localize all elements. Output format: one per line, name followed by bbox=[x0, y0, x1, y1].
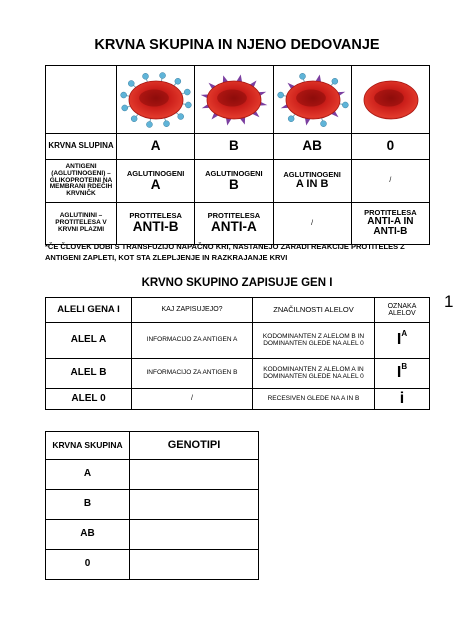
row-label: AGLUTININI – PROTITELESA V KRVNI PLAZMI bbox=[46, 203, 117, 245]
column-header: ZNAČILNOSTI ALELOV bbox=[253, 298, 375, 323]
allele-symbol: $I^B$ bbox=[375, 359, 430, 389]
column-header: GENOTIPI bbox=[130, 432, 259, 460]
page-number: 1 bbox=[444, 292, 454, 311]
table-row bbox=[46, 66, 430, 134]
row-label: ANTIGENI (AGLUTINOGENI) – GLIKOPROTEINI NA MEMBRANI RDEČIH KRVNIČK bbox=[46, 160, 117, 203]
blood-group-b: B bbox=[195, 134, 273, 160]
table-row bbox=[46, 134, 430, 160]
blood-cell-image-b bbox=[195, 66, 273, 134]
table-row: ALEL B INFORMACIJO ZA ANTIGEN B KODOMINANTEN Z ALELOM A IN DOMINANTEN GLEDE NA ALEL 0 $I^B$ bbox=[46, 359, 430, 389]
column-header: ALELI GENA I bbox=[46, 298, 132, 323]
table-row: AB bbox=[46, 520, 259, 550]
table-row: 0 bbox=[46, 550, 259, 580]
antigen-a-icon bbox=[128, 80, 134, 86]
genotype-cell bbox=[130, 550, 259, 580]
table-row: B bbox=[46, 490, 259, 520]
antigen-a-icon bbox=[160, 72, 166, 78]
antigen-a-icon bbox=[320, 120, 326, 126]
antigen-a-icon bbox=[178, 113, 184, 119]
antigen-cell: AGLUTINOGENI B bbox=[195, 160, 273, 203]
section-title: KRVNO SKUPINO ZAPISUJE GEN I bbox=[141, 277, 333, 289]
antibody-cell: PROTITELESA ANTI-A IN ANTI-B bbox=[351, 203, 429, 245]
table-row bbox=[46, 432, 259, 460]
table-row: ALEL A INFORMACIJO ZA ANTIGEN A KODOMINANTEN Z ALELOM B IN DOMINANTEN GLEDE NA ALEL 0 $I^A$ bbox=[46, 323, 430, 359]
red-blood-cell-ab-icon bbox=[276, 72, 350, 128]
blood-group-0: 0 bbox=[351, 134, 429, 160]
blood-group-table bbox=[45, 65, 430, 245]
antibody-cell: / bbox=[273, 203, 351, 245]
antigen-a-icon bbox=[143, 73, 149, 79]
antigen-a-icon bbox=[175, 78, 181, 84]
blood-cell-image-a bbox=[117, 66, 195, 134]
genotype-cell bbox=[130, 490, 259, 520]
antigen-a-icon bbox=[185, 101, 191, 107]
antigen-cell: AGLUTINOGENI A bbox=[117, 160, 195, 203]
antigen-a-icon bbox=[131, 115, 137, 121]
table-row bbox=[46, 203, 430, 245]
transfusion-note: *ČE ČLOVEK DOBI S TRANSFUZIJO NAPAČNO KRI, NASTANEJO ZARADI REAKCIJE PROTITELES Z ANTIGENI ZAPLETI, KOT STA ZLEPLJENJE IN RAZKRAJANJE KRVI bbox=[45, 242, 405, 262]
table-row: ALEL 0 / RECESIVEN GLEDE NA A IN B i bbox=[46, 389, 430, 410]
column-header: KRVNA SKUPINA bbox=[46, 432, 130, 460]
antigen-a-icon bbox=[146, 121, 152, 127]
table-row bbox=[46, 298, 430, 323]
red-blood-cell-0-icon bbox=[354, 72, 428, 128]
genotype-cell bbox=[130, 520, 259, 550]
alleles-table bbox=[45, 297, 430, 410]
antibody-cell: PROTITELESA ANTI-A bbox=[195, 203, 273, 245]
column-header: OZNAKA ALELOV bbox=[375, 298, 430, 323]
antibody-cell: PROTITELESA ANTI-B bbox=[117, 203, 195, 245]
blood-group-a: A bbox=[117, 134, 195, 160]
antigen-a-icon bbox=[121, 92, 127, 98]
column-header: KAJ ZAPISUJEJO? bbox=[132, 298, 253, 323]
genotype-cell bbox=[130, 460, 259, 490]
antigen-a-icon bbox=[288, 115, 294, 121]
red-blood-cell-b-icon bbox=[197, 72, 271, 128]
antigen-a-icon bbox=[299, 73, 305, 79]
blood-cell-image-0 bbox=[351, 66, 429, 134]
table-row: A bbox=[46, 460, 259, 490]
antigen-a-icon bbox=[184, 89, 190, 95]
row-label: KRVNA SLUPINA bbox=[46, 134, 117, 160]
antigen-cell: / bbox=[351, 160, 429, 203]
antigen-a-icon bbox=[342, 101, 348, 107]
antigen-a-icon bbox=[277, 92, 283, 98]
red-blood-cell-a-icon bbox=[119, 72, 193, 128]
empty-cell bbox=[46, 66, 117, 134]
genotype-table bbox=[45, 431, 259, 580]
allele-symbol: $I^A$ bbox=[375, 323, 430, 359]
antigen-cell: AGLUTINOGENI A IN B bbox=[273, 160, 351, 203]
antigen-a-icon bbox=[331, 78, 337, 84]
antigen-a-icon bbox=[122, 104, 128, 110]
page-title: KRVNA SKUPINA IN NJENO DEDOVANJE bbox=[94, 37, 380, 53]
allele-symbol: i bbox=[375, 389, 430, 410]
blood-group-ab: AB bbox=[273, 134, 351, 160]
antigen-a-icon bbox=[163, 120, 169, 126]
table-row bbox=[46, 160, 430, 203]
blood-cell-image-ab bbox=[273, 66, 351, 134]
